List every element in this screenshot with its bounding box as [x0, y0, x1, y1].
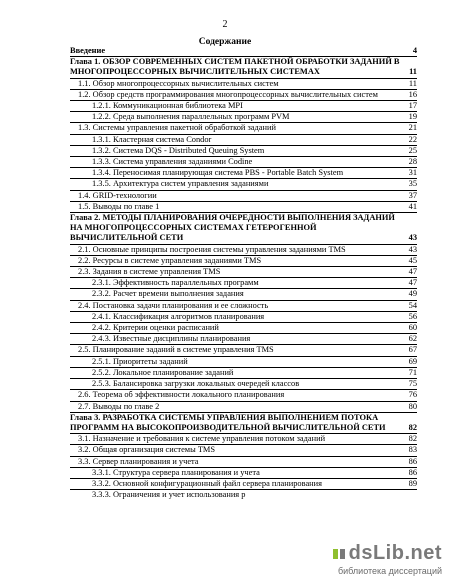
toc-entry-page: 22 [408, 134, 417, 144]
toc-entry-page: 71 [408, 367, 417, 377]
toc-entry [70, 368, 417, 379]
toc-entry-title: 2.2. Ресурсы в системе управления заданиями TMS [78, 255, 262, 265]
toc-entry [70, 357, 417, 368]
toc-entry [70, 245, 417, 256]
toc-entry-page: 86 [408, 456, 417, 466]
toc-entry-title: 2.6. Теорема об эффективности локального планирования [78, 390, 285, 400]
toc-entry-title: 2.5. Планирование заданий в системе управления TMS [78, 345, 274, 355]
toc-entry-page: 56 [408, 311, 417, 321]
toc-entry-page: 25 [408, 145, 417, 155]
toc-entry-page: 4 [412, 46, 417, 55]
toc-entry [70, 191, 417, 202]
toc-entry-title: 1.3.2. Система DQS - Distributed Queuing System [92, 145, 265, 155]
page-title: Содержание [198, 37, 252, 47]
toc-entry-page: 31 [408, 168, 417, 178]
toc-entry-page: 19 [408, 112, 417, 122]
toc-entry-page: 60 [408, 323, 417, 333]
toc-chapter [70, 213, 417, 245]
toc-entry-title: 1.2. Обзор средств программирования многопроцессорных вычислительных систем [78, 89, 378, 99]
toc-entry [70, 289, 417, 300]
toc-entry-title: 1.3.3. Система управления заданиями Codine [92, 157, 253, 167]
toc-entry-title: 1.3.4. Переносимая планирующая система PBS - Portable Batch System [92, 168, 344, 178]
toc-entry-page: 89 [408, 478, 417, 488]
toc-entry-page: 86 [408, 467, 417, 477]
toc-entry [70, 490, 417, 500]
toc-entry [70, 468, 417, 479]
toc-entry-title: 2.3.2. Расчет времени выполнения задания [92, 289, 244, 299]
toc-entry-title: 2.4. Постановка задачи планирования и ее сложность [78, 300, 269, 310]
toc-entry [70, 278, 417, 289]
toc-entry-page: 54 [408, 300, 417, 310]
toc-entry-title: 3.3.3. Ограничения и учет использования р [92, 490, 246, 500]
toc-entry-title: 3.3.1. Структура сервера планирования и учета [92, 467, 260, 477]
toc-entry [70, 312, 417, 323]
toc-entry-title: 1.4. GRID-технологии [78, 190, 157, 200]
toc-entry-page: 35 [408, 179, 417, 189]
toc-entry [70, 202, 417, 213]
toc-entry [70, 479, 417, 490]
toc-entry-title: Глава 1. ОБЗОР СОВРЕМЕННЫХ СИСТЕМ ПАКЕТНОЙ ОБРАБОТКИ ЗАДАНИЙ В МНОГОПРОЦЕССОРНЫХ ВЫЧИСЛИТЕЛЬНЫХ СИСТЕМАХ [70, 57, 400, 77]
toc-entry-page: 69 [408, 356, 417, 366]
toc-entry-title: 2.5.1. Приоритеты заданий [92, 356, 188, 366]
toc-entry [70, 301, 417, 312]
toc-entry [70, 146, 417, 157]
toc-entry-title: Глава 2. МЕТОДЫ ПЛАНИРОВАНИЯ ОЧЕРЕДНОСТИ ВЫПОЛНЕНИЯ ЗАДАНИЙ НА МНОГОПРОЦЕССОРНЫХ СИСТЕМАХ ГЕТЕРОГЕННОЙ ВЫЧИСЛИТЕЛЬНОЙ СЕТИ [70, 213, 395, 243]
toc-entry [70, 334, 417, 345]
toc-entry [70, 157, 417, 168]
toc-entry [70, 135, 417, 146]
toc-entry-title: 3.3. Сервер планирования и учета [78, 456, 199, 466]
toc-entry [70, 457, 417, 468]
toc-entry-page: 82 [408, 434, 417, 444]
toc-entry-title: 1.3.5. Архитектура систем управления заданиями [92, 179, 269, 189]
toc-entry-title: 2.4.3. Известные дисциплины планирования [92, 334, 251, 344]
toc-entry-title: 2.3. Задания в системе управления TMS [78, 267, 221, 277]
toc-entry-page: 17 [408, 101, 417, 111]
toc-entry [70, 168, 417, 179]
toc-entry-page: 45 [408, 255, 417, 265]
toc-entry-title: 2.4.2. Критерии оценки расписаний [92, 323, 219, 333]
watermark-subtitle: библиотека диссертаций [337, 566, 442, 576]
toc-entry-title: 1.3. Системы управления пакетной обработкой заданий [78, 123, 276, 133]
toc-entry [70, 179, 417, 190]
toc-entry-page: 67 [408, 345, 417, 355]
toc-entry-page: 43 [408, 233, 417, 243]
toc-entry [70, 379, 417, 390]
toc-entry [70, 112, 417, 123]
toc-entry-title: 3.1. Назначение и требования к системе управления потоком заданий [78, 434, 326, 444]
toc-entry-page: 82 [408, 422, 417, 432]
toc-entry [70, 90, 417, 101]
watermark [332, 542, 442, 576]
toc-entry-page: 16 [408, 89, 417, 99]
toc-entry-title: 1.5. Выводы по главе 1 [78, 201, 160, 211]
toc-entry-page: 11 [408, 78, 417, 88]
toc-entry [70, 123, 417, 134]
toc-entry [70, 445, 417, 456]
toc-entry-page: 80 [408, 401, 417, 411]
toc-entry [70, 267, 417, 278]
toc-entry-title: 2.7. Выводы по главе 2 [78, 401, 160, 411]
page-number: 2 [222, 19, 228, 30]
toc-entry-title: 1.2.1. Коммуникационная библиотека MPI [92, 101, 243, 111]
toc-entry-page: 41 [408, 201, 417, 211]
toc-entry [70, 323, 417, 334]
toc-entry [70, 345, 417, 356]
toc-entry-page: 62 [408, 334, 417, 344]
toc-entry [70, 390, 417, 401]
toc-entry-title: Глава 3. РАЗРАБОТКА СИСТЕМЫ УПРАВЛЕНИЯ ВЫПОЛНЕНИЕМ ПОТОКА ПРОГРАММ НА ВЫСОКОПРОИЗВОДИТЕЛЬНОЙ ВЫЧИСЛИТЕЛЬНОЙ СЕТИ [70, 412, 386, 432]
toc-entry-title: 1.1. Обзор многопроцессорных вычислительных систем [78, 78, 279, 88]
toc-entry-title: 3.3.2. Основной конфигурационный файл сервера планирования [92, 478, 322, 488]
toc-entry [70, 101, 417, 112]
toc-entry-title: 1.3.1. Кластерная система Condor [92, 134, 212, 144]
book-icon [332, 547, 346, 561]
toc-entry-title: 2.4.1. Классификация алгоритмов планирования [92, 311, 265, 321]
toc-entry-page: 76 [408, 390, 417, 400]
toc-entry-title: 2.5.3. Балансировка загрузки локальных очередей классов [92, 379, 300, 389]
toc-entry-title: Введение [70, 46, 106, 55]
toc-entry-title: 2.1. Основные принципы построения системы управления заданиями TMS [78, 244, 346, 254]
toc-entry [70, 256, 417, 267]
table-of-contents [70, 46, 417, 500]
toc-chapter [70, 413, 417, 434]
toc-chapter [70, 57, 417, 78]
toc-entry-page: 47 [408, 278, 417, 288]
toc-entry-title: 2.3.1. Эффективность параллельных программ [92, 278, 259, 288]
watermark-logo-text: dsLib.net [348, 542, 442, 564]
toc-entry-title: 2.5.2. Локальное планирование заданий [92, 367, 234, 377]
toc-entry-page: 11 [409, 67, 417, 77]
watermark-logo [332, 542, 442, 565]
toc-entry-page: 49 [408, 289, 417, 299]
toc-entry-title: 1.2.2. Среда выполнения параллельных программ PVM [92, 112, 290, 122]
toc-chapter [70, 46, 417, 57]
toc-entry-page: 37 [408, 190, 417, 200]
toc-entry [70, 402, 417, 413]
toc-entry-page: 43 [408, 244, 417, 254]
toc-entry [70, 434, 417, 445]
toc-entry-title: 3.2. Общая организация системы TMS [78, 445, 216, 455]
toc-entry-page: 28 [408, 157, 417, 167]
toc-entry-page: 47 [408, 267, 417, 277]
toc-entry-page: 83 [408, 445, 417, 455]
toc-entry-page: 21 [408, 123, 417, 133]
toc-entry-page: 75 [408, 379, 417, 389]
toc-entry [70, 79, 417, 90]
